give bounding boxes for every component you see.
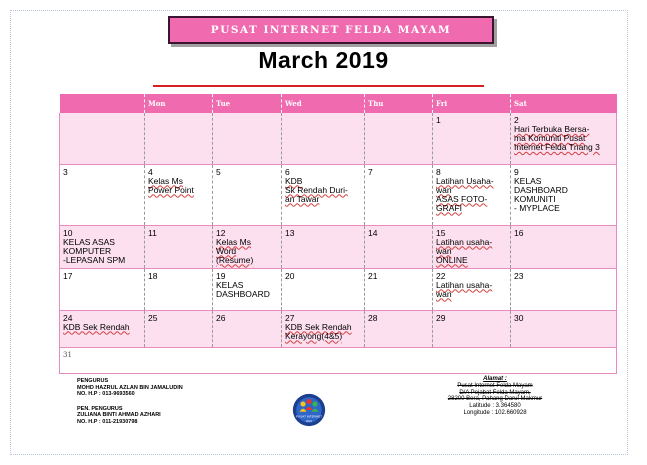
day-number: 12 bbox=[216, 227, 226, 238]
day-number: 15 bbox=[436, 227, 446, 238]
day-cell bbox=[365, 164, 433, 225]
day-cell bbox=[60, 113, 145, 164]
logo-sub: 2021 bbox=[305, 419, 313, 423]
day-number: 13 bbox=[285, 227, 295, 238]
day-number: 24 bbox=[63, 312, 73, 323]
day-number: 25 bbox=[148, 312, 158, 323]
day-number: 2 bbox=[514, 115, 519, 125]
day-cell bbox=[282, 113, 365, 164]
day-number: 22 bbox=[436, 270, 446, 281]
event-text: KDB Sek Rendah Kerayong(4&5) bbox=[285, 321, 352, 341]
day-cell bbox=[282, 268, 365, 310]
day-cell bbox=[511, 113, 617, 164]
day-cell bbox=[60, 164, 145, 225]
day-number: 4 bbox=[148, 166, 153, 177]
title-banner bbox=[168, 16, 494, 44]
day-cell bbox=[433, 113, 511, 164]
logo-caption: PUSAT INTERNET bbox=[296, 414, 322, 419]
day-cell bbox=[365, 268, 433, 310]
day-number: 5 bbox=[216, 166, 221, 177]
event-text: KDB Sek Rendah bbox=[63, 321, 130, 332]
event-text: KDB Sk Rendah Duri- an Tawar bbox=[285, 175, 348, 204]
day-cell bbox=[60, 225, 145, 268]
day-cell bbox=[145, 113, 213, 164]
day-cell bbox=[433, 268, 511, 310]
alamat-label: Alamat : bbox=[483, 376, 507, 382]
day-cell bbox=[145, 310, 213, 347]
day-number: 1 bbox=[436, 115, 441, 125]
week-row bbox=[60, 347, 617, 373]
center-name: PUSAT INTERNET FELDA MAYAM bbox=[210, 24, 452, 36]
event-text: KELAS ASAS KOMPUTER -LEPASAN SPM bbox=[63, 236, 126, 265]
event-text: Hari Terbuka Bersa- ma Komuniti Pusat Internet Felda Tnang 3 bbox=[514, 124, 600, 152]
event-text: Kelas Ms Word (Resume) bbox=[216, 236, 254, 265]
pengurus-name: MOHD HAZRUL AZLAN BIN JAMALUDIN bbox=[77, 384, 183, 391]
event-text: Latihan usaha- wan ONLINE bbox=[436, 236, 493, 265]
day-cell bbox=[365, 225, 433, 268]
day-cell bbox=[60, 310, 145, 347]
pengurus-label: PENGURUS bbox=[77, 378, 109, 384]
event-text: KELAS DASHBOARD KOMUNITI - MYPLACE bbox=[514, 175, 568, 213]
weekday-sat: Sat bbox=[511, 94, 617, 113]
week-row bbox=[60, 310, 617, 347]
longitude: Longitude : 102.660928 bbox=[463, 409, 527, 416]
latitude: Latitude : 3.364580 bbox=[469, 403, 521, 410]
day-number: 17 bbox=[63, 270, 73, 281]
day-cell bbox=[213, 225, 282, 268]
day-cell bbox=[433, 225, 511, 268]
week-row bbox=[60, 113, 617, 164]
day-number: 8 bbox=[436, 166, 441, 177]
day-cell bbox=[145, 164, 213, 225]
day-cell bbox=[365, 310, 433, 347]
pengurus-phone: NO. H.P : 013-9693560 bbox=[77, 391, 135, 397]
day-cell bbox=[511, 268, 617, 310]
pen-pengurus-label: PEN. PENGURUS bbox=[77, 405, 123, 412]
event-text: KELAS DASHBOARD bbox=[216, 279, 270, 299]
day-cell bbox=[145, 225, 213, 268]
address-block bbox=[430, 376, 560, 417]
day-cell bbox=[511, 164, 617, 225]
day-cell bbox=[60, 347, 617, 373]
event-text: Latihan Usaha- wan ASAS FOTO- GRAFI bbox=[436, 175, 494, 213]
day-number: 21 bbox=[368, 270, 378, 281]
weekday-fri: Fri bbox=[433, 94, 511, 113]
day-cell bbox=[511, 310, 617, 347]
weekday-header-row bbox=[60, 94, 617, 113]
week-row bbox=[60, 164, 617, 225]
day-cell bbox=[282, 310, 365, 347]
day-cell bbox=[511, 225, 617, 268]
day-number: 20 bbox=[285, 270, 295, 281]
day-number: 3 bbox=[63, 166, 68, 177]
day-number: 16 bbox=[514, 227, 524, 238]
day-cell bbox=[282, 164, 365, 225]
pen-pengurus-phone: NO. H.P : 011-21930798 bbox=[77, 418, 138, 425]
day-number: 29 bbox=[436, 312, 446, 323]
day-cell bbox=[213, 310, 282, 347]
weekday-mon: Mon bbox=[145, 94, 213, 113]
week-row bbox=[60, 225, 617, 268]
month-title: March 2019 bbox=[258, 47, 389, 73]
day-cell bbox=[60, 268, 145, 310]
day-number: 23 bbox=[514, 270, 524, 281]
day-number: 9 bbox=[514, 166, 519, 177]
day-cell bbox=[282, 225, 365, 268]
weekday-tue: Tue bbox=[213, 94, 282, 113]
day-number: 27 bbox=[285, 312, 295, 323]
day-number: 31 bbox=[63, 350, 72, 359]
contact-block bbox=[77, 378, 183, 425]
day-number: 19 bbox=[216, 270, 226, 281]
day-number: 11 bbox=[148, 227, 157, 238]
day-number: 28 bbox=[368, 312, 378, 323]
day-number: 7 bbox=[368, 166, 373, 177]
title-underline bbox=[153, 85, 484, 87]
day-cell bbox=[365, 113, 433, 164]
day-number: 6 bbox=[285, 166, 290, 177]
day-number: 26 bbox=[216, 312, 226, 323]
day-cell bbox=[145, 268, 213, 310]
day-number: 10 bbox=[63, 227, 73, 238]
pusat-internet-logo-icon bbox=[292, 393, 326, 427]
pen-pengurus-name: ZULIANA BINTI AHMAD AZHARI bbox=[77, 412, 161, 418]
day-cell bbox=[213, 164, 282, 225]
day-cell bbox=[213, 113, 282, 164]
address-text: Pusat Internet Felda Mayam D/A Pejabat Felda Mayam, 28200 Bera, Pahang Darul Makmur bbox=[447, 382, 543, 403]
week-row bbox=[60, 268, 617, 310]
day-cell bbox=[433, 310, 511, 347]
day-number: 30 bbox=[514, 312, 524, 323]
day-cell bbox=[213, 268, 282, 310]
weekday-wed: Wed bbox=[282, 94, 365, 113]
event-text: Latihan usaha- wan bbox=[436, 279, 493, 299]
event-text: Kelas Ms Power Point bbox=[148, 175, 194, 195]
weekday-thu: Thu bbox=[365, 94, 433, 113]
calendar-grid bbox=[59, 94, 617, 374]
day-number: 14 bbox=[368, 227, 378, 238]
weekday-sun bbox=[60, 94, 145, 113]
day-number: 18 bbox=[148, 270, 158, 281]
day-cell bbox=[433, 164, 511, 225]
